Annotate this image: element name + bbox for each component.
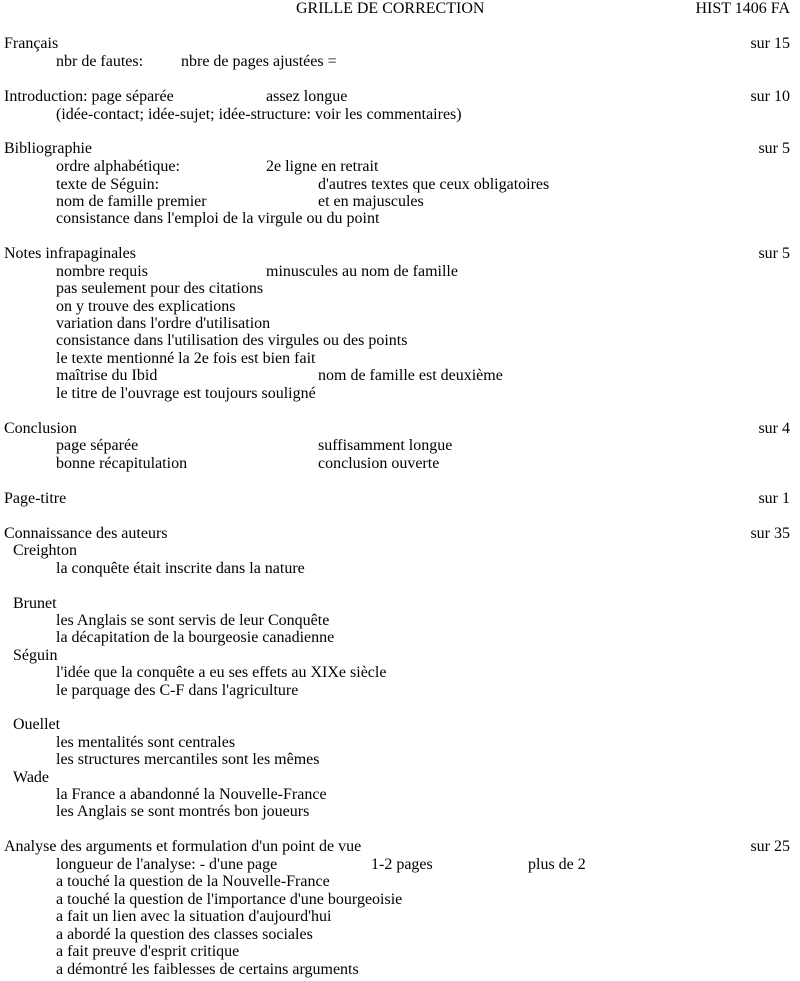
analyse-score: sur 25 — [750, 838, 790, 855]
author-item: les mentalités sont centrales — [56, 734, 236, 751]
bibliographie-heading: Bibliographie — [4, 140, 92, 157]
author-item: les Anglais se sont servis de leur Conquête — [56, 612, 330, 629]
page-title: GRILLE DE CORRECTION — [296, 0, 485, 17]
francais-pages: nbre de pages ajustées = — [181, 53, 337, 70]
author-name: Séguin — [13, 647, 58, 664]
bibliographie-item: ordre alphabétique: — [56, 158, 180, 175]
francais-score: sur 15 — [750, 35, 790, 52]
notes-item: le titre de l'ouvrage est toujours souligné — [56, 385, 316, 402]
analyse-item: a touché la question de l'importance d'une bourgeoisie — [56, 891, 403, 908]
author-item: les Anglais se sont montrés bon joueurs — [56, 803, 310, 820]
author-item: la décapitation de la bourgeosie canadienne — [56, 629, 335, 646]
author-name: Creighton — [13, 542, 77, 559]
analyse-longueur-1-2: 1-2 pages — [371, 856, 433, 873]
author-name: Brunet — [13, 595, 57, 612]
conclusion-item: conclusion ouverte — [318, 455, 440, 472]
notes-item: nom de famille est deuxième — [318, 367, 503, 384]
francais-fautes: nbr de fautes: — [56, 53, 144, 70]
author-item: la France a abandonné la Nouvelle-France — [56, 786, 327, 803]
auteurs-heading: Connaissance des auteurs — [4, 525, 168, 542]
bibliographie-item: nom de famille premier — [56, 193, 207, 210]
analyse-item: a démontré les faiblesses de certains arguments — [56, 961, 359, 978]
bibliographie-item: d'autres textes que ceux obligatoires — [318, 176, 550, 193]
conclusion-heading: Conclusion — [4, 420, 77, 437]
bibliographie-item: 2e ligne en retrait — [266, 158, 379, 175]
analyse-item: a touché la question de la Nouvelle-France — [56, 873, 330, 890]
bibliographie-score: sur 5 — [758, 140, 790, 157]
bibliographie-item: consistance dans l'emploi de la virgule ou du point — [56, 210, 380, 227]
author-item: la conquête était inscrite dans la nature — [56, 560, 305, 577]
conclusion-item: bonne récapitulation — [56, 455, 188, 472]
conclusion-item: suffisamment longue — [318, 437, 453, 454]
notes-item: pas seulement pour des citations — [56, 280, 264, 297]
author-item: les structures mercantiles sont les mêmes — [56, 751, 320, 768]
analyse-item: a fait un lien avec la situation d'aujourd'hui — [56, 908, 332, 925]
notes-item: minuscules au nom de famille — [266, 263, 458, 280]
page-titre-score: sur 1 — [758, 490, 790, 507]
conclusion-score: sur 4 — [758, 420, 790, 437]
introduction-score: sur 10 — [750, 88, 790, 105]
analyse-item: a fait preuve d'esprit critique — [56, 943, 240, 960]
bibliographie-item: et en majuscules — [318, 193, 424, 210]
analyse-longueur: longueur de l'analyse: - d'une page — [56, 856, 278, 873]
introduction-ideas: (idée-contact; idée-sujet; idée-structure: voir les commentaires) — [56, 106, 462, 123]
notes-score: sur 5 — [758, 245, 790, 262]
author-item: le parquage des C-F dans l'agriculture — [56, 682, 299, 699]
notes-item: maîtrise du Ibid — [56, 367, 158, 384]
course-code: HIST 1406 FA — [695, 0, 790, 17]
conclusion-item: page séparée — [56, 437, 139, 454]
auteurs-score: sur 35 — [750, 525, 790, 542]
bibliographie-item: texte de Séguin: — [56, 176, 160, 193]
analyse-heading: Analyse des arguments et formulation d'un point de vue — [4, 838, 362, 855]
analyse-item: a abordé la question des classes sociales — [56, 926, 313, 943]
introduction-heading: Introduction: page séparée — [4, 88, 174, 105]
page-titre-heading: Page-titre — [4, 490, 67, 507]
author-name: Ouellet — [13, 716, 61, 733]
notes-item: nombre requis — [56, 263, 148, 280]
notes-item: consistance dans l'utilisation des virgules ou des points — [56, 332, 408, 349]
introduction-longue: assez longue — [266, 88, 348, 105]
analyse-longueur-plus-2: plus de 2 — [528, 856, 586, 873]
author-item: l'idée que la conquête a eu ses effets au XIXe siècle — [56, 664, 387, 681]
francais-heading: Français — [4, 35, 59, 52]
author-name: Wade — [13, 769, 50, 786]
notes-item: variation dans l'ordre d'utilisation — [56, 315, 271, 332]
notes-item: on y trouve des explications — [56, 298, 236, 315]
notes-item: le texte mentionné la 2e fois est bien fait — [56, 350, 316, 367]
notes-heading: Notes infrapaginales — [4, 245, 136, 262]
